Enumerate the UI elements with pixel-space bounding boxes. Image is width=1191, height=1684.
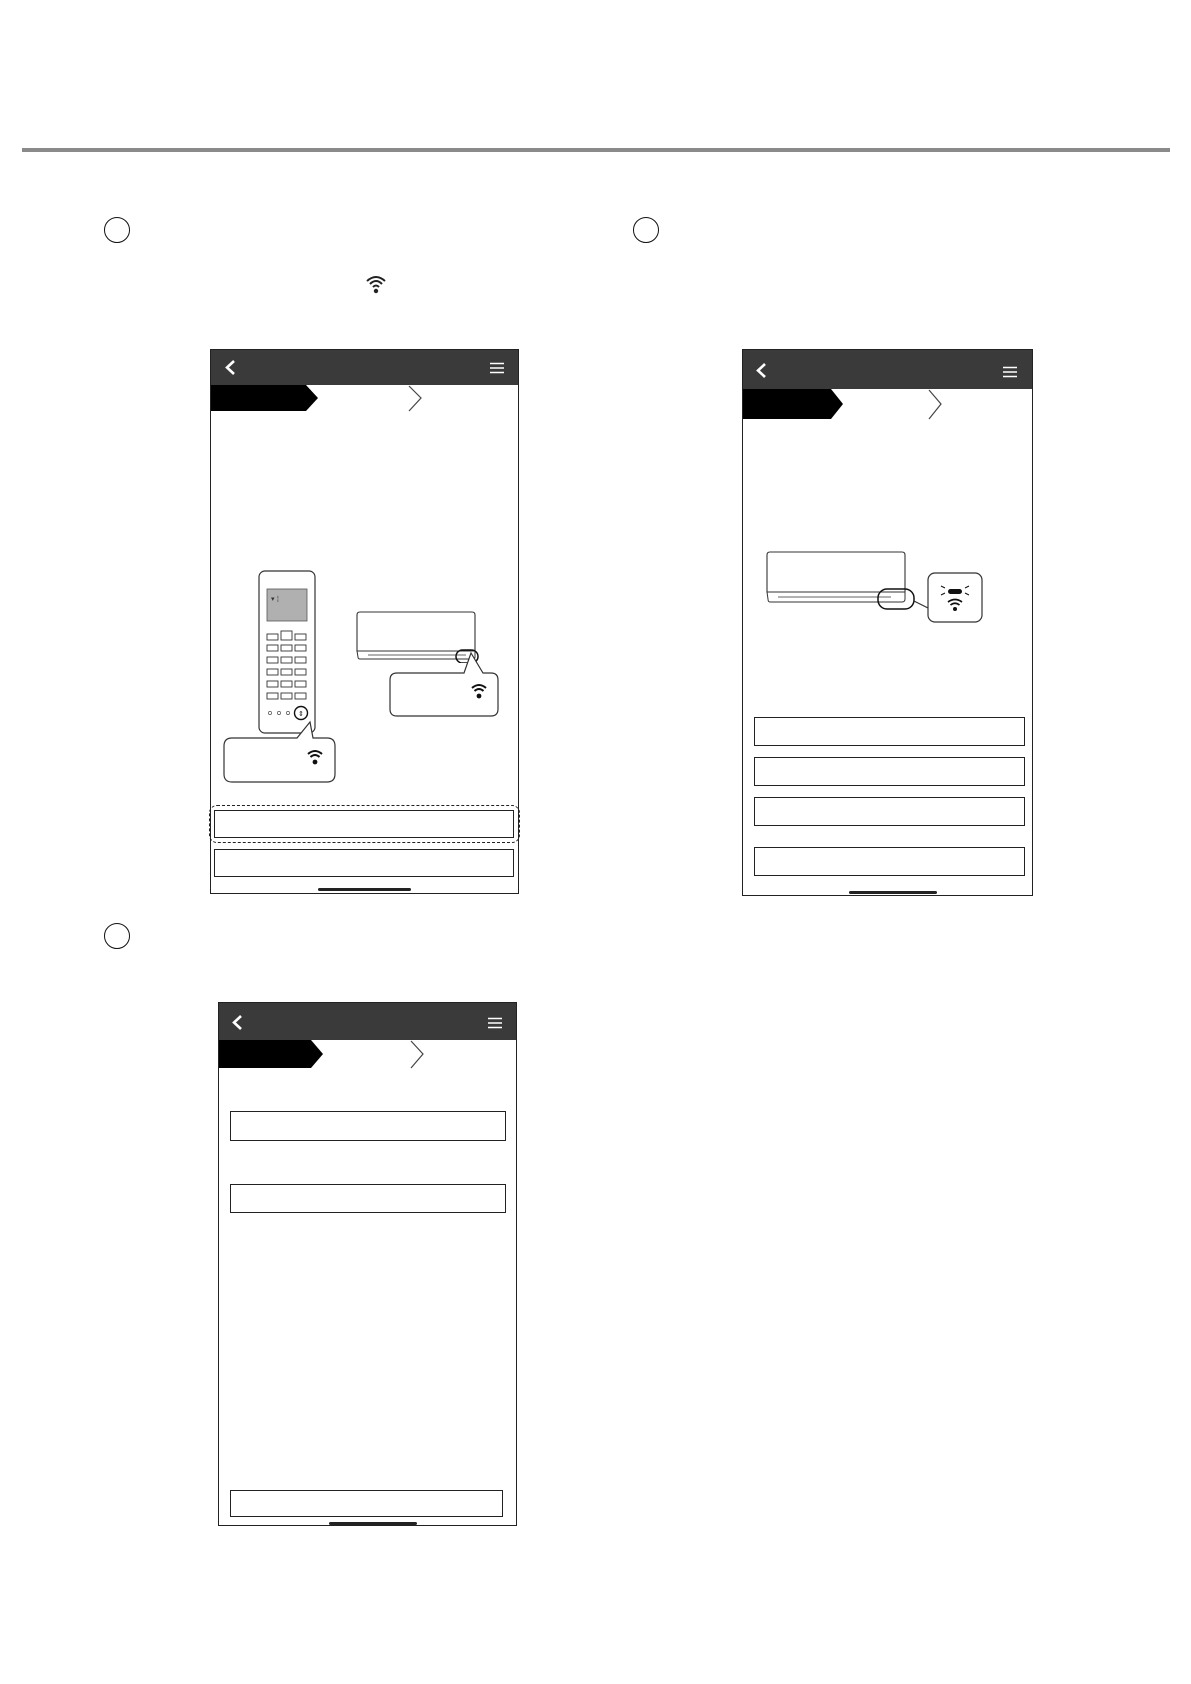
chevron-left-icon[interactable] <box>231 1014 243 1031</box>
svg-text:▾ ¦: ▾ ¦ <box>271 595 280 603</box>
home-indicator <box>329 1522 417 1525</box>
hamburger-menu-icon[interactable] <box>490 362 504 374</box>
remote-wifi-callout <box>223 715 338 785</box>
step-2-number-circle <box>633 217 659 243</box>
step-progress-bar <box>219 1040 518 1070</box>
action-button-2[interactable] <box>214 849 514 877</box>
air-conditioner-unit-illustration <box>766 551 1006 626</box>
step-3-number-circle <box>104 923 130 949</box>
input-field-2[interactable] <box>230 1184 506 1213</box>
remote-control-illustration <box>258 570 318 735</box>
chevron-left-icon[interactable] <box>755 362 767 379</box>
svg-text:⇕: ⇕ <box>298 710 304 718</box>
home-indicator <box>849 891 937 894</box>
header-divider <box>22 148 1170 152</box>
chevron-left-icon[interactable] <box>224 359 236 376</box>
action-button-3[interactable] <box>754 797 1025 826</box>
app-header <box>211 350 518 385</box>
phone-screen-step-3 <box>218 1002 517 1526</box>
home-indicator <box>318 888 411 891</box>
ac-wifi-callout <box>389 647 501 719</box>
step-1-number-circle <box>104 217 130 243</box>
hamburger-menu-icon[interactable] <box>1003 366 1017 378</box>
step-progress-bar <box>211 385 520 413</box>
action-button[interactable] <box>230 1490 503 1517</box>
app-header <box>219 1003 516 1040</box>
input-field-1[interactable] <box>230 1111 506 1141</box>
action-button-2[interactable] <box>754 757 1025 786</box>
step-progress-bar <box>743 389 1034 421</box>
app-header <box>743 350 1032 389</box>
phone-screen-step-2 <box>742 349 1033 896</box>
wifi-icon <box>365 273 387 295</box>
action-button-1[interactable] <box>214 810 514 838</box>
action-button-4[interactable] <box>754 847 1025 876</box>
action-button-1[interactable] <box>754 717 1025 746</box>
hamburger-menu-icon[interactable] <box>488 1017 502 1029</box>
phone-screen-step-1 <box>210 349 519 894</box>
